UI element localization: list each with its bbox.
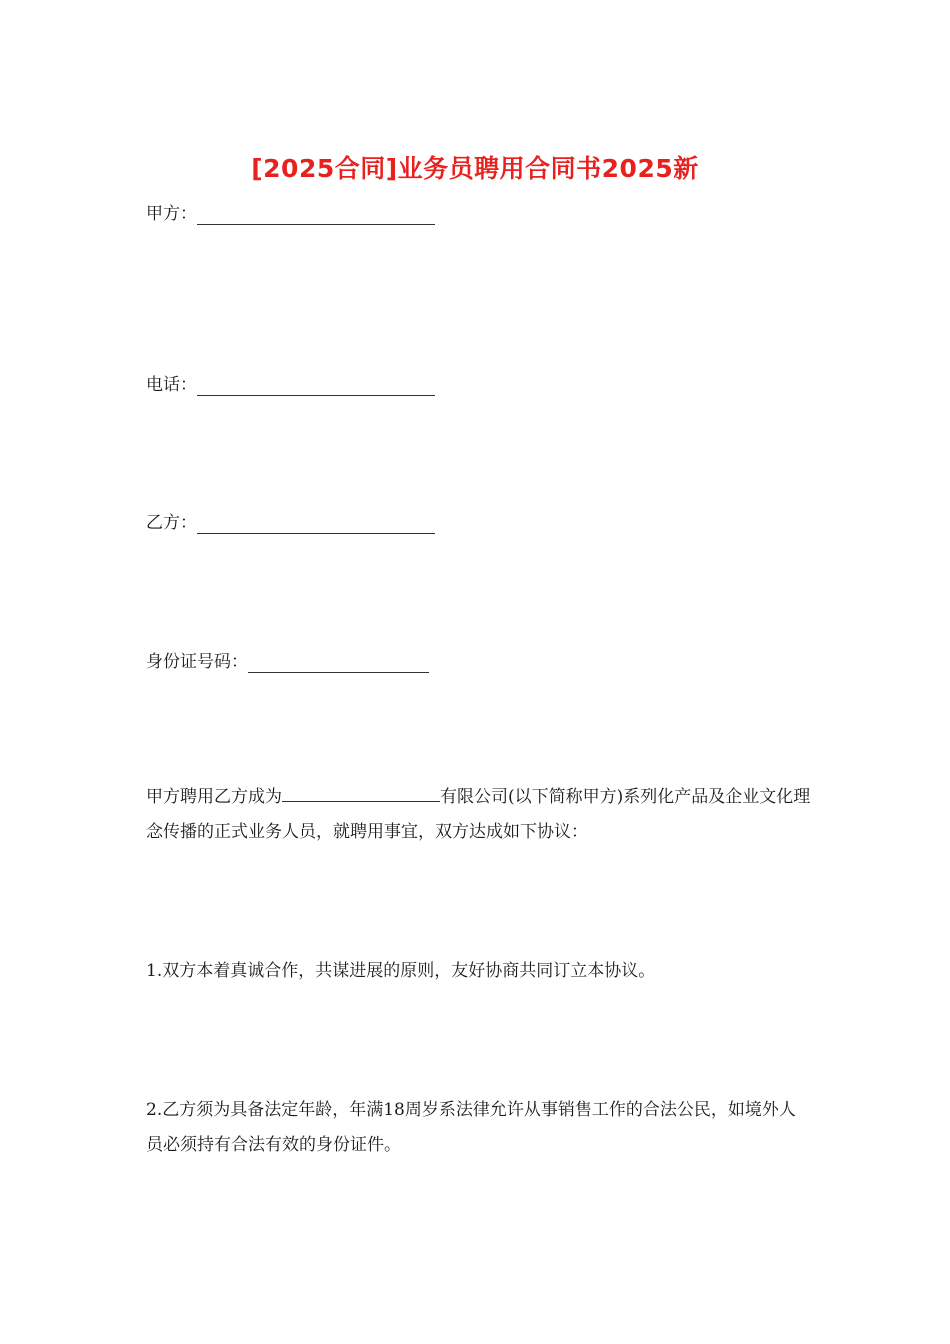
- intro-text-start: 甲方聘用乙方成为: [146, 787, 282, 807]
- party-a-blank: [197, 202, 435, 225]
- party-b-label: 乙方：: [146, 513, 197, 533]
- company-name-blank: [282, 781, 440, 802]
- intro-text-end: 有限公司(以下简称甲方)系列化产品及企业文化理念传播的正式业务人员，就聘用事宜，双方达成如下协议：: [146, 787, 811, 842]
- phone-label: 电话：: [146, 375, 197, 395]
- phone-blank: [197, 373, 435, 396]
- clause-1: 1.双方本着真诚合作，共谋进展的原则，友好协商共同订立本协议。: [146, 961, 656, 981]
- party-b-field: [146, 511, 435, 535]
- id-number-blank: [248, 650, 429, 673]
- party-a-label: 甲方：: [146, 204, 197, 224]
- party-b-blank: [197, 511, 435, 534]
- id-number-field: [146, 650, 429, 674]
- id-number-label: 身份证号码：: [146, 652, 248, 672]
- document-title: [2025合同]业务员聘用合同书2025新: [251, 154, 699, 183]
- intro-paragraph: [146, 780, 811, 850]
- phone-field: [146, 373, 435, 397]
- party-a-field: [146, 202, 435, 226]
- clause-2: 2.乙方须为具备法定年龄，年满18周岁系法律允许从事销售工作的合法公民，如境外人员必须持有合法有效的身份证件。: [146, 1100, 796, 1155]
